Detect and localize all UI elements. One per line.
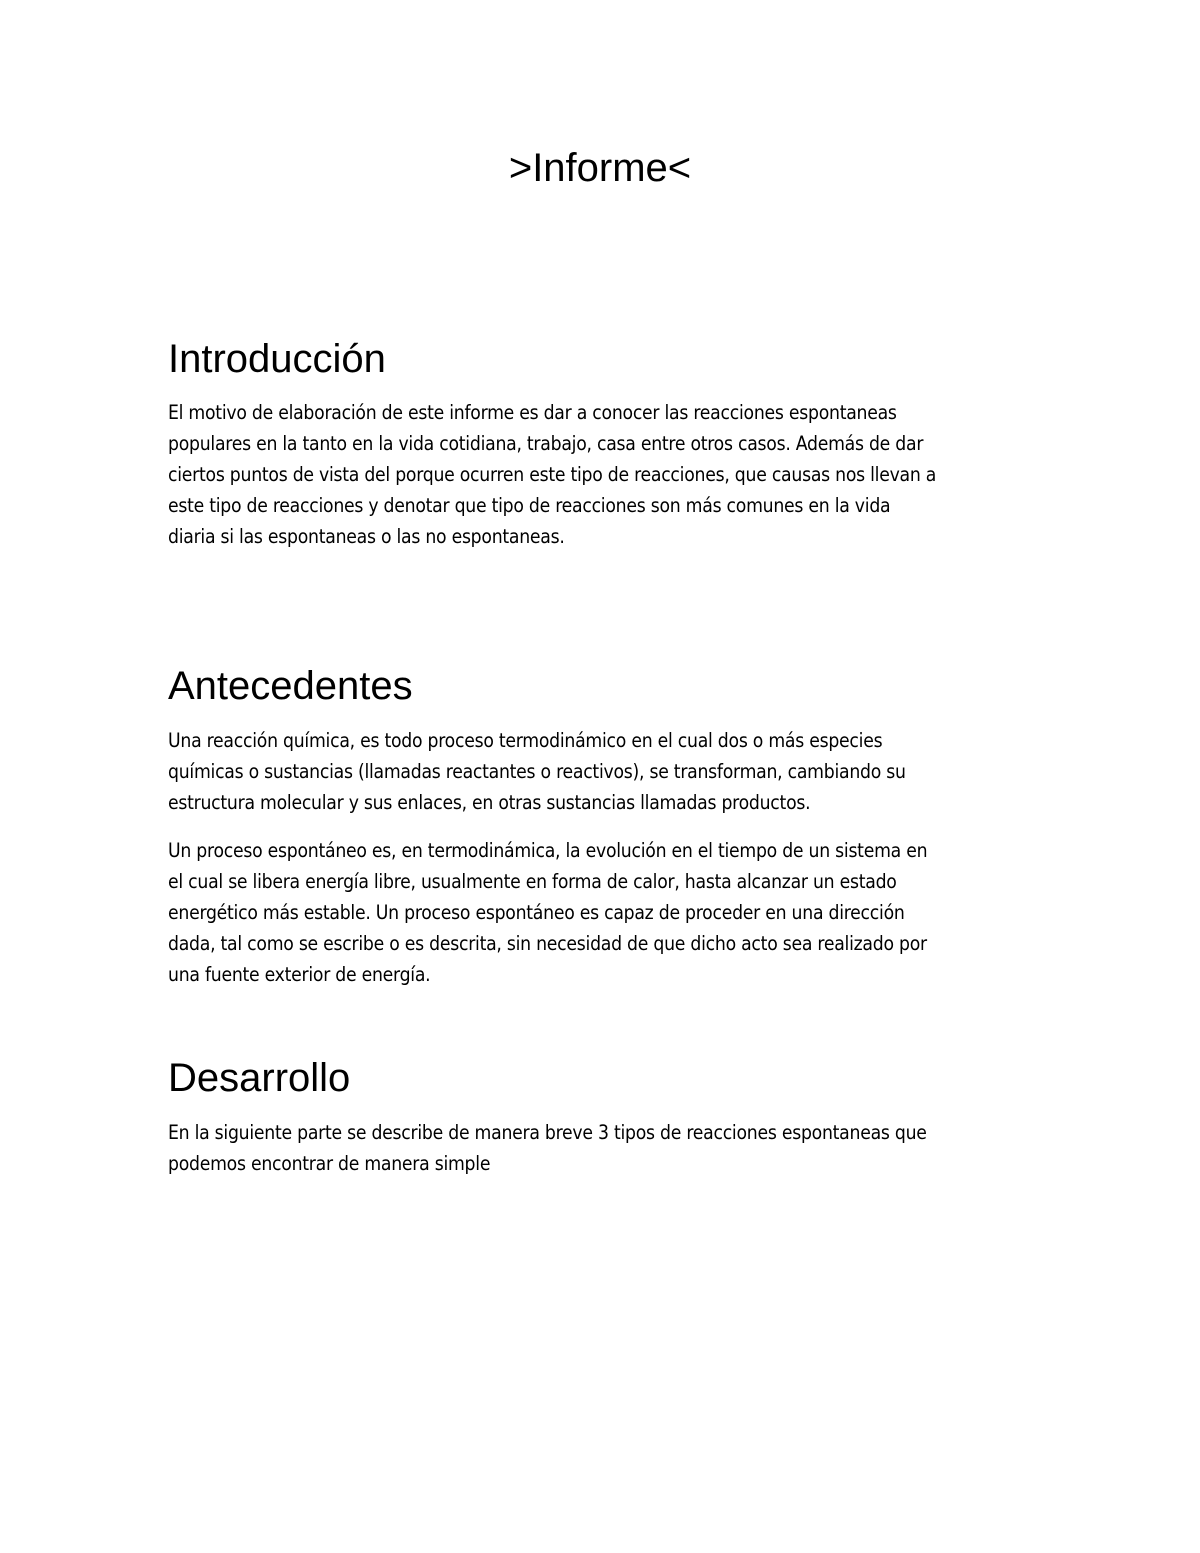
paragraph-proceso-espontaneo: Un proceso espontáneo es, en termodinámica, la evolución en el tiempo de un sistema en el cual se libera energía libre, usualmente en forma de calor, hasta alcanzar un estado energético más estable. Un proceso espontáneo es capaz de proceder en una dirección dada, tal como se escribe o es descrita, sin necesidad de que dicho acto sea realizado por una fuente exterior de energía.	[168, 839, 928, 986]
paragraph-desarrollo: En la siguiente parte se describe de manera breve 3 tipos de reacciones espontaneas que podemos encontrar de manera simple	[168, 1121, 927, 1175]
paragraph-reaccion-quimica: Una reacción química, es todo proceso termodinámico en el cual dos o más especies químicas o sustancias (llamadas reactantes o reactivos), se transforman, cambiando su estructura molecular y sus enlaces, en otras sustancias llamadas productos.	[168, 729, 906, 814]
section-desarrollo	[168, 1053, 1048, 1179]
section-antecedentes	[168, 661, 1048, 990]
section-heading-introduccion: Introducción	[168, 337, 386, 381]
section-heading-antecedentes: Antecedentes	[168, 664, 413, 708]
section-heading-desarrollo: Desarrollo	[168, 1056, 351, 1100]
section-introduccion	[168, 334, 1048, 552]
document-title: >Informe<	[508, 146, 692, 190]
paragraph-introduccion: El motivo de elaboración de este informe es dar a conocer las reacciones espontaneas populares en la tanto en la vida cotidiana, trabajo, casa entre otros casos. Además de dar ciertos puntos de vista del porque ocurren este tipo de reacciones, que causas nos llevan a este tipo de reacciones y denotar que tipo de reacciones son más comunes en la vida diaria si las espontaneas o las no espontaneas.	[168, 401, 937, 548]
